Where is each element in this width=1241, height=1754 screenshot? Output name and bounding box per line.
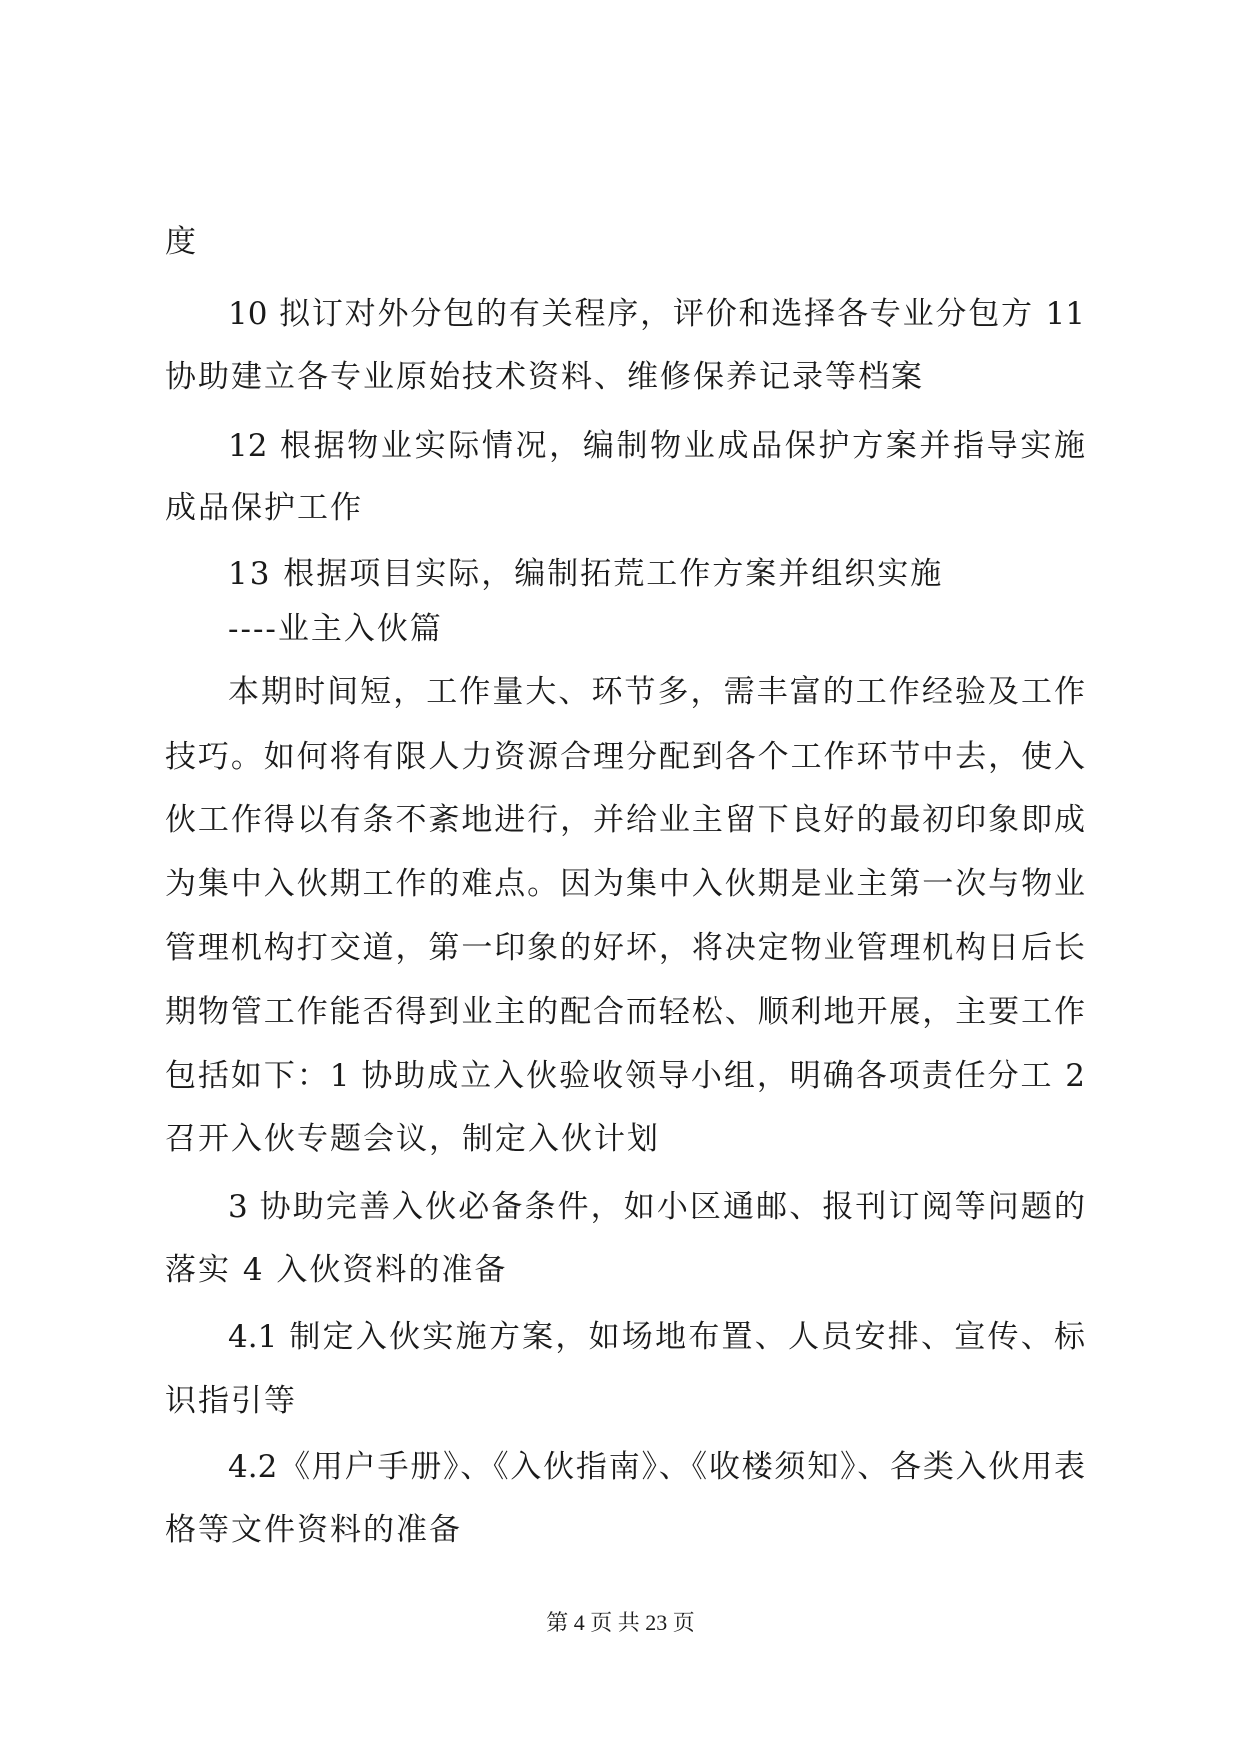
text-line-9: 技巧。如何将有限人力资源合理分配到各个工作环节中去，使入 [165, 739, 1085, 775]
text-line-11: 为集中入伙期工作的难点。因为集中入伙期是业主第一次与物业 [165, 866, 1085, 902]
text-line-15: 召开入伙专题会议，制定入伙计划 [165, 1121, 660, 1157]
text-line-3: 协助建立各专业原始技术资料、维修保养记录等档案 [165, 359, 924, 395]
text-line-1: 度 [165, 224, 198, 260]
text-line-19: 识指引等 [165, 1383, 297, 1419]
text-line-6: 13 根据项目实际，编制拓荒工作方案并组织实施 [228, 556, 944, 592]
text-line-16: 3 协助完善入伙必备条件，如小区通邮、报刊订阅等问题的 [228, 1189, 1085, 1225]
text-line-17: 落实 4 入伙资料的准备 [165, 1252, 508, 1288]
text-line-20: 4.2《用户手册》、《入伙指南》、《收楼须知》、各类入伙用表 [228, 1449, 1085, 1485]
text-line-8: 本期时间短，工作量大、环节多，需丰富的工作经验及工作 [228, 674, 1085, 710]
text-line-4: 12 根据物业实际情况，编制物业成品保护方案并指导实施 [228, 428, 1085, 464]
text-line-10: 伙工作得以有条不紊地进行，并给业主留下良好的最初印象即成 [165, 802, 1085, 838]
text-line-14: 包括如下：1 协助成立入伙验收领导小组，明确各项责任分工 2 [165, 1058, 1085, 1094]
text-line-2: 10 拟订对外分包的有关程序，评价和选择各专业分包方 11 [228, 296, 1085, 332]
text-line-13: 期物管工作能否得到业主的配合而轻松、顺利地开展，主要工作 [165, 994, 1085, 1030]
text-line-12: 管理机构打交道，第一印象的好坏，将决定物业管理机构日后长 [165, 930, 1085, 966]
text-line-5: 成品保护工作 [165, 490, 363, 526]
text-line-21: 格等文件资料的准备 [165, 1512, 462, 1548]
page-footer: 第 4 页 共 23 页 [546, 1610, 695, 1635]
text-line-18: 4.1 制定入伙实施方案，如场地布置、人员安排、宣传、标 [228, 1319, 1085, 1355]
section-heading: ----业主入伙篇 [228, 611, 443, 647]
